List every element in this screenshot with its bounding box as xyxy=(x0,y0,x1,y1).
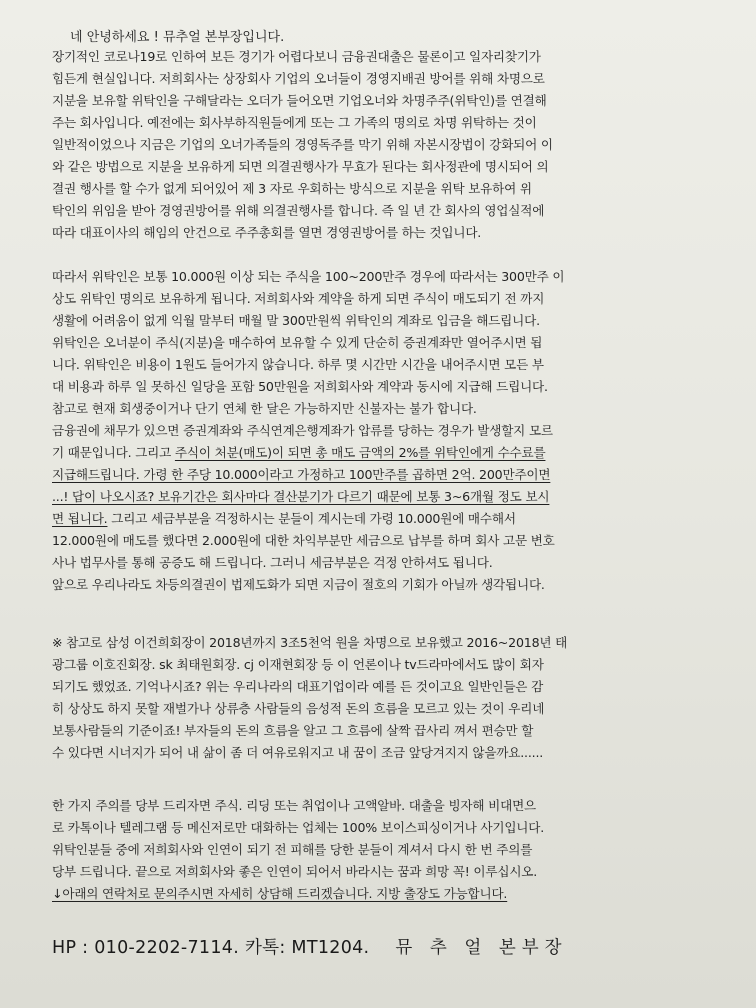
text-line: ※ 참고로 삼성 이건희회장이 2018년까지 3조5천억 원을 차명으로 보유했고 2016~2018년 태 xyxy=(52,635,568,650)
text-line: 앞으로 우리나라도 차등의결권이 법제도화가 되면 지금이 절호의 기회가 아닐까 생각됩니다. xyxy=(52,577,545,592)
text-line: 니다. 위탁인은 비용이 1원도 들어가지 않습니다. 하루 몇 시간만 시간을 내어주시면 모든 부 xyxy=(52,357,544,372)
text-line: 당부 드립니다. 끝으로 저희회사와 좋은 인연이 되어서 바라시는 꿈과 희망 꼭! 이루십시오. xyxy=(52,864,538,879)
text-line: 12.000원에 매도를 했다면 2.000원에 대한 차익부분만 세금으로 납부를 하며 회사 고문 변호 xyxy=(52,533,555,548)
text-line: 로 카톡이나 텔레그램 등 메신저로만 대화하는 업체는 100% 보이스피싱이거나 사기입니다. xyxy=(52,820,545,835)
text-line xyxy=(52,442,668,464)
underlined-text: 주식이 처분(매도)이 되면 총 매도 금액의 2%를 위탁인에게 수수료를 xyxy=(174,445,546,460)
text-line: 탁인의 위임을 받아 경영권방어를 위해 의결권행사를 합니다. 즉 일 년 간 회사의 영업실적에 xyxy=(52,203,545,218)
text-line: 금융권에 채무가 있으면 증권계좌와 주식연계은행계좌가 압류를 당하는 경우가 발생할지 모르 xyxy=(52,423,553,438)
text-line: 히 상상도 하지 못할 재벌가나 상류층 사람들의 음성적 돈의 흐름을 모르고 있는 것이 우리네 xyxy=(52,701,545,716)
text-line: 지분을 보유할 위탁인을 구해달라는 오더가 들어오면 기업오너와 차명주주(위탁인)를 연결해 xyxy=(52,93,547,108)
paragraph-intro xyxy=(52,46,668,244)
text-line: 따라 대표이사의 해임의 안건으로 주주총회를 열면 경영권방어를 하는 것입니다. xyxy=(52,225,482,240)
underlined-text: ↓아래의 연락처로 문의주시면 자세히 상담해 드리겠습니다. 지방 출장도 가능합니다. xyxy=(52,886,508,901)
paragraph-caution xyxy=(52,795,668,905)
paragraph-terms xyxy=(52,266,668,596)
text-plain: 그리고 세금부분을 걱정하시는 분들이 계시는데 가령 10.000원에 매수해서 xyxy=(107,511,516,526)
text-line xyxy=(52,486,668,508)
text-line: 상도 위탁인 명의로 보유하게 됩니다. 저희회사와 계약을 하게 되면 주식이 매도되기 전 까지 xyxy=(52,291,545,306)
paragraph-note xyxy=(52,632,668,764)
text-line: 한 가지 주의를 당부 드리자면 주식. 리딩 또는 취업이나 고액알바. 대출을 빙자해 비대면으 xyxy=(52,798,537,813)
text-line: 수 있다면 시너지가 되어 내 삶이 좀 더 여유로워지고 내 꿈이 조금 앞당겨지지 않을까요...... xyxy=(52,745,544,760)
underlined-text: ...! 답이 나오시죠? 보유기간은 회사마다 결산분기가 다르기 때문에 보통 3~6개월 정도 보시 xyxy=(52,489,550,504)
underlined-text: 지급해드립니다. 가령 한 주당 10.000이라고 가정하고 100만주를 곱하면 2억. 200만주이면 xyxy=(52,467,551,482)
text-line: 되기도 했었죠. 기억나시죠? 위는 우리나라의 대표기업이라 예를 든 것이고요 일반인들은 감 xyxy=(52,679,544,694)
text-line: 생활에 어려움이 없게 익월 말부터 매월 말 300만원씩 위탁인의 계좌로 입금을 해드립니다. xyxy=(52,313,540,328)
contact-phone: HP : 010-2202-7114. 카톡: MT1204. xyxy=(52,938,370,958)
text-line xyxy=(52,508,668,530)
text-line: 장기적인 코로나19로 인하여 보든 경기가 어렵다보니 금융권대출은 물론이고 일자리찾기가 xyxy=(52,49,541,64)
text-line: 주는 회사입니다. 예전에는 회사부하직원들에게 또는 그 가족의 명의로 차명 위탁하는 것이 xyxy=(52,115,537,130)
text-plain: 기 때문입니다. 그리고 xyxy=(52,445,175,460)
text-line: 일반적이었으나 지금은 기업의 오너가족들의 경영독주를 막기 위해 자본시장법이 강화되어 이 xyxy=(52,137,553,152)
signature: 뮤 추 얼 본부장 xyxy=(395,938,568,958)
text-line: 와 같은 방법으로 지분을 보유하게 되면 의결권행사가 무효가 된다는 회사정관에 명시되어 의 xyxy=(52,159,549,174)
text-line: 위탁인은 오너분이 주식(지분)을 매수하여 보유할 수 있게 단순히 증권계좌만 열어주시면 됩 xyxy=(52,335,543,350)
contact-footer xyxy=(52,934,702,959)
text-line: 광그룹 이호진회장. sk 최태원회장. cj 이재현회장 등 이 언론이나 tv드라마에서도 많이 회자 xyxy=(52,657,544,672)
text-line xyxy=(52,464,668,486)
text-line: 대 비용과 하루 일 못하신 일당을 포함 50만원을 저희회사와 계약과 동시에 지급해 드립니다. xyxy=(52,379,548,394)
text-line: 보통사람들의 기준이죠! 부자들의 돈의 흐름을 알고 그 흐름에 살짝 끕사리 껴서 편승만 할 xyxy=(52,723,534,738)
text-line: 위탁인분들 중에 저희회사와 인연이 되기 전 피해를 당한 분들이 계셔서 다시 한 번 주의를 xyxy=(52,842,533,857)
underlined-text: 면 됩니다. xyxy=(52,511,108,526)
text-line: 따라서 위탁인은 보통 10.000원 이상 되는 주식을 100~200만주 경우에 따라서는 300만주 이 xyxy=(52,269,565,284)
text-line: 결권 행사를 할 수가 없게 되어있어 제 3 자로 우회하는 방식으로 지분을 위탁 보유하여 위 xyxy=(52,181,532,196)
text-line xyxy=(52,883,668,905)
text-line: 참고로 현재 회생중이거나 단기 연체 한 달은 가능하지만 신불자는 불가 합니다. xyxy=(52,401,477,416)
text-line: 사나 법무사를 통해 공증도 해 드립니다. 그러니 세금부분은 걱정 안하셔도 됩니다. xyxy=(52,555,493,570)
text-line: 힘든게 현실입니다. 저희회사는 상장회사 기업의 오너들이 경영지배권 방어를 위해 차명으로 xyxy=(52,71,545,86)
greeting-line: 네 안녕하세요 ! 뮤추얼 본부장입니다. xyxy=(70,30,285,45)
